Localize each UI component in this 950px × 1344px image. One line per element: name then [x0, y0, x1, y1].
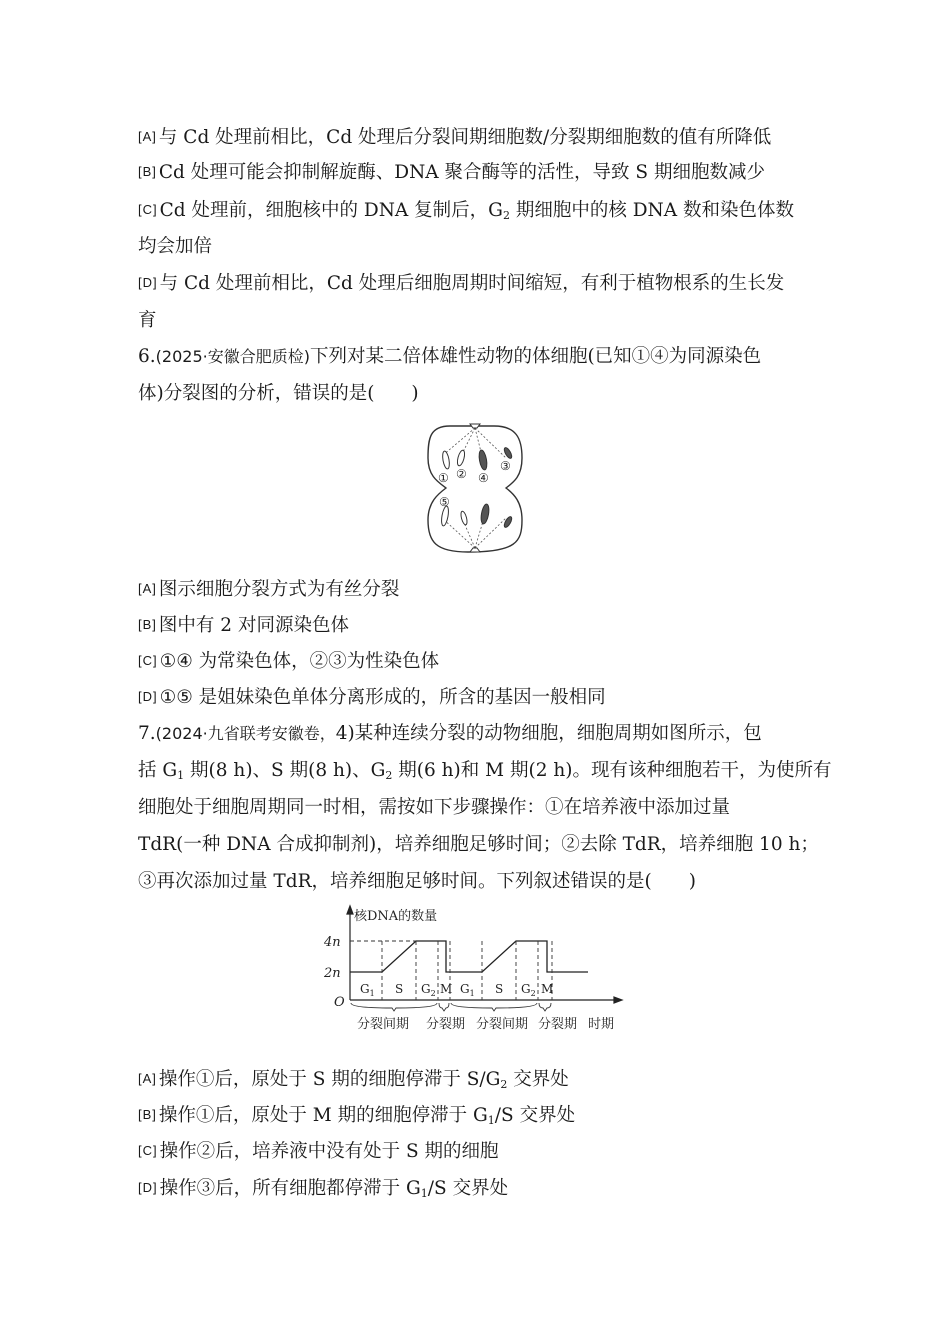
- q5-option-b: [138, 159, 818, 186]
- option-tag: [C]: [138, 1143, 158, 1158]
- option-text: 图示细胞分裂方式为有丝分裂: [158, 579, 400, 600]
- option-text: 操作①后，原处于 S 期的细胞停滞于 S/G: [158, 1069, 501, 1090]
- figure-label: ③: [500, 459, 511, 473]
- option-text-continued: 育: [138, 310, 157, 331]
- x-axis-arrow: [614, 997, 622, 1003]
- option-text-continued: 均会加倍: [138, 236, 213, 257]
- phase-label: M: [440, 982, 453, 996]
- q6-option-a: [138, 576, 818, 603]
- option-text: /S 交界处: [494, 1105, 576, 1126]
- q7-stem: [138, 721, 818, 747]
- subscript: 2: [500, 1078, 508, 1091]
- option-tag: [B]: [138, 164, 157, 179]
- y-tick-label: 2n: [324, 966, 341, 981]
- q7-option-c: [138, 1138, 818, 1165]
- cell-cycle-dna-chart: [320, 900, 630, 1035]
- option-tag: [B]: [138, 1107, 157, 1122]
- phase-label: $G_2$: [421, 982, 436, 998]
- option-text: 与 Cd 处理前相比，Cd 处理后分裂间期细胞数/分裂期细胞数的值有所降低: [158, 127, 772, 148]
- q7-stem-line2: [138, 758, 832, 784]
- option-tag: [A]: [138, 581, 157, 596]
- q5-option-d: [138, 270, 818, 297]
- figure-label: ①: [438, 471, 449, 485]
- option-tag: [D]: [138, 275, 158, 290]
- phase-label: S: [395, 982, 404, 996]
- option-text: ①④ 为常染色体，②③为性染色体: [159, 651, 440, 672]
- x-axis-label: 时期: [588, 1017, 615, 1032]
- question-source: (2024·九省联考安徽卷，: [155, 724, 336, 743]
- q5-option-a: [138, 124, 818, 151]
- q6-option-c: [138, 648, 818, 675]
- option-text: /S 交界处: [427, 1178, 509, 1199]
- question-stem: 4)某种连续分裂的动物细胞，细胞周期如图所示，包: [335, 723, 762, 744]
- question-stem: TdR(一种 DNA 合成抑制剂)，培养细胞足够时间；②去除 TdR，培养细胞 10 h；: [138, 834, 819, 855]
- option-text: 操作②后，培养液中没有处于 S 期的细胞: [159, 1141, 499, 1162]
- subscript: 1: [487, 1114, 495, 1127]
- phase-label: $G_2$: [521, 982, 536, 998]
- q7-stem-line5: [138, 869, 818, 895]
- question-stem: 括 G: [138, 760, 178, 781]
- figure-label: ④: [478, 471, 489, 485]
- q6-stem: [138, 344, 818, 370]
- q7-option-b: [138, 1102, 818, 1129]
- question-number: 7.: [138, 723, 156, 744]
- option-text: Cd 处理前，细胞核中的 DNA 复制后，G: [159, 200, 503, 221]
- option-text: 操作③后，所有细胞都停滞于 G: [159, 1178, 421, 1199]
- cell-division-figure: [420, 418, 530, 558]
- subscript: 1: [420, 1187, 428, 1200]
- q6-stem-cont: [138, 381, 818, 407]
- q6-option-b: [138, 612, 818, 639]
- y-axis-arrow: [347, 906, 353, 914]
- option-tag: [C]: [138, 653, 158, 668]
- question-stem: ③再次添加过量 TdR，培养细胞足够时间。下列叙述错误的是( ): [138, 871, 696, 892]
- q5-option-d-cont: [138, 308, 818, 334]
- question-source: (2025·安徽合肥质检): [155, 347, 310, 366]
- q5-option-c: [138, 197, 818, 224]
- question-number: 6.: [138, 346, 156, 367]
- q7-option-d: [138, 1175, 818, 1202]
- option-tag: [A]: [138, 129, 157, 144]
- question-stem: 细胞处于细胞周期同一时相，需按如下步骤操作：①在培养液中添加过量: [138, 797, 731, 818]
- subscript: 2: [502, 209, 510, 222]
- subscript: 1: [177, 769, 185, 782]
- period-label: 分裂期: [538, 1017, 578, 1032]
- period-brace: [539, 1003, 551, 1011]
- phase-label: $G_1$: [460, 982, 475, 998]
- option-text: 期细胞中的核 DNA 数和染色体数: [509, 200, 794, 221]
- option-tag: [B]: [138, 617, 157, 632]
- period-brace: [451, 1003, 537, 1011]
- period-label: 分裂间期: [476, 1017, 529, 1032]
- period-brace: [439, 1003, 449, 1011]
- y-tick-label: 4n: [324, 935, 341, 950]
- option-text: 与 Cd 处理前相比，Cd 处理后细胞周期时间缩短，有利于植物根系的生长发: [159, 273, 785, 294]
- phase-label: S: [495, 982, 504, 996]
- q6-option-d: [138, 684, 818, 711]
- figure-label: ⑤: [439, 495, 450, 509]
- question-stem: 体)分裂图的分析，错误的是( ): [138, 383, 419, 404]
- y-axis-label: 核DNA的数量: [354, 909, 438, 924]
- question-stem: 期(6 h)和 M 期(2 h)。现有该种细胞若干，为使所有: [392, 760, 832, 781]
- period-label: 分裂期: [426, 1017, 466, 1032]
- question-stem: 下列对某二倍体雄性动物的体细胞(已知①④为同源染色: [309, 346, 762, 367]
- subscript: 2: [385, 769, 393, 782]
- option-tag: [C]: [138, 202, 158, 217]
- option-tag: [A]: [138, 1071, 157, 1086]
- question-stem: 期(8 h)、S 期(8 h)、G: [184, 760, 386, 781]
- option-text: 图中有 2 对同源染色体: [158, 615, 349, 636]
- q7-stem-line4: [138, 832, 818, 858]
- q7-option-a: [138, 1066, 818, 1093]
- phase-label: M: [541, 982, 554, 996]
- figure-label: ②: [456, 467, 467, 481]
- option-text: 操作①后，原处于 M 期的细胞停滞于 G: [158, 1105, 488, 1126]
- option-tag: [D]: [138, 1180, 158, 1195]
- option-tag: [D]: [138, 689, 158, 704]
- origin-label: O: [334, 995, 345, 1010]
- option-text: 交界处: [507, 1069, 569, 1090]
- phase-label: $G_1$: [360, 982, 375, 998]
- option-text: ①⑤ 是姐妹染色单体分离形成的，所含的基因一般相同: [159, 687, 606, 708]
- period-brace: [351, 1003, 437, 1011]
- q5-option-c-cont: [138, 234, 818, 260]
- period-label: 分裂间期: [357, 1017, 410, 1032]
- option-text: Cd 处理可能会抑制解旋酶、DNA 聚合酶等的活性，导致 S 期细胞数减少: [158, 162, 765, 183]
- q7-stem-line3: [138, 795, 818, 821]
